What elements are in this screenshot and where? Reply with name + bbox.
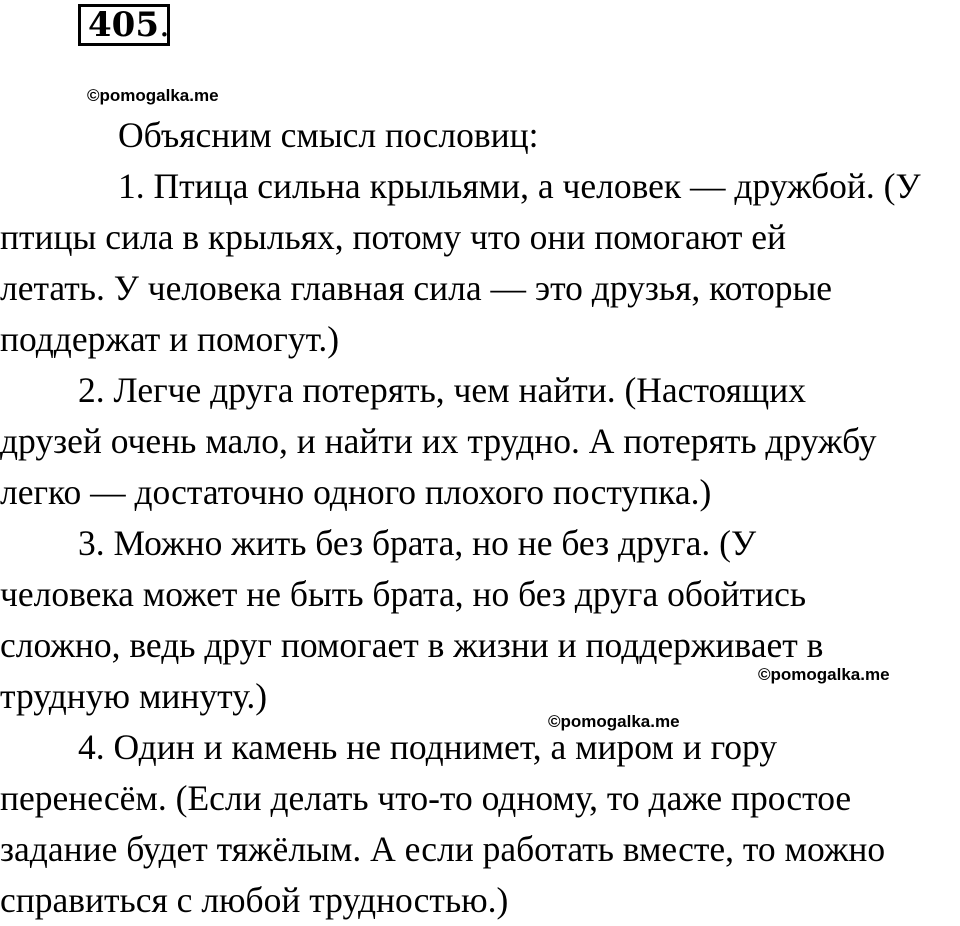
text-line: задание будет тяжёлым. А если работать вместе, то можно	[0, 829, 886, 869]
text-line: поддержат и помогут.)	[0, 319, 340, 359]
text-line: перенесём. (Если делать что-то одному, то даже простое	[0, 778, 852, 818]
watermark: ©pomogalka.me	[548, 712, 680, 731]
task-number-box	[78, 4, 170, 46]
text-line: справиться с любой трудностью.)	[0, 880, 509, 920]
answer-text	[0, 110, 960, 926]
intro-line: Объясним смысл пословиц:	[118, 115, 539, 155]
text-line: трудную минуту.)	[0, 676, 268, 716]
text-line: человека может не быть брата, но без друга обойтись	[0, 574, 807, 614]
text-line: сложно, ведь друг помогает в жизни и поддерживает в	[0, 625, 824, 665]
watermark: ©pomogalka.me	[87, 86, 219, 105]
text-line: 4. Один и камень не поднимет, а миром и гору	[78, 727, 778, 767]
text-line: летать. У человека главная сила — это друзья, которые	[0, 268, 833, 308]
text-line: 2. Легче друга потерять, чем найти. (Настоящих	[78, 370, 806, 410]
text-line: легко — достаточно одного плохого поступка.)	[0, 472, 712, 512]
task-number: 405	[88, 5, 159, 45]
task-number-suffix: .	[158, 5, 170, 45]
text-line: 3. Можно жить без брата, но не без друга. (У	[78, 523, 757, 563]
text-line: друзей очень мало, и найти их трудно. А потерять дружбу	[0, 421, 877, 461]
text-line: 1. Птица сильна крыльями, а человек — дружбой. (У	[118, 166, 921, 206]
text-line: птицы сила в крыльях, потому что они помогают ей	[0, 217, 786, 257]
watermark: ©pomogalka.me	[758, 665, 890, 684]
